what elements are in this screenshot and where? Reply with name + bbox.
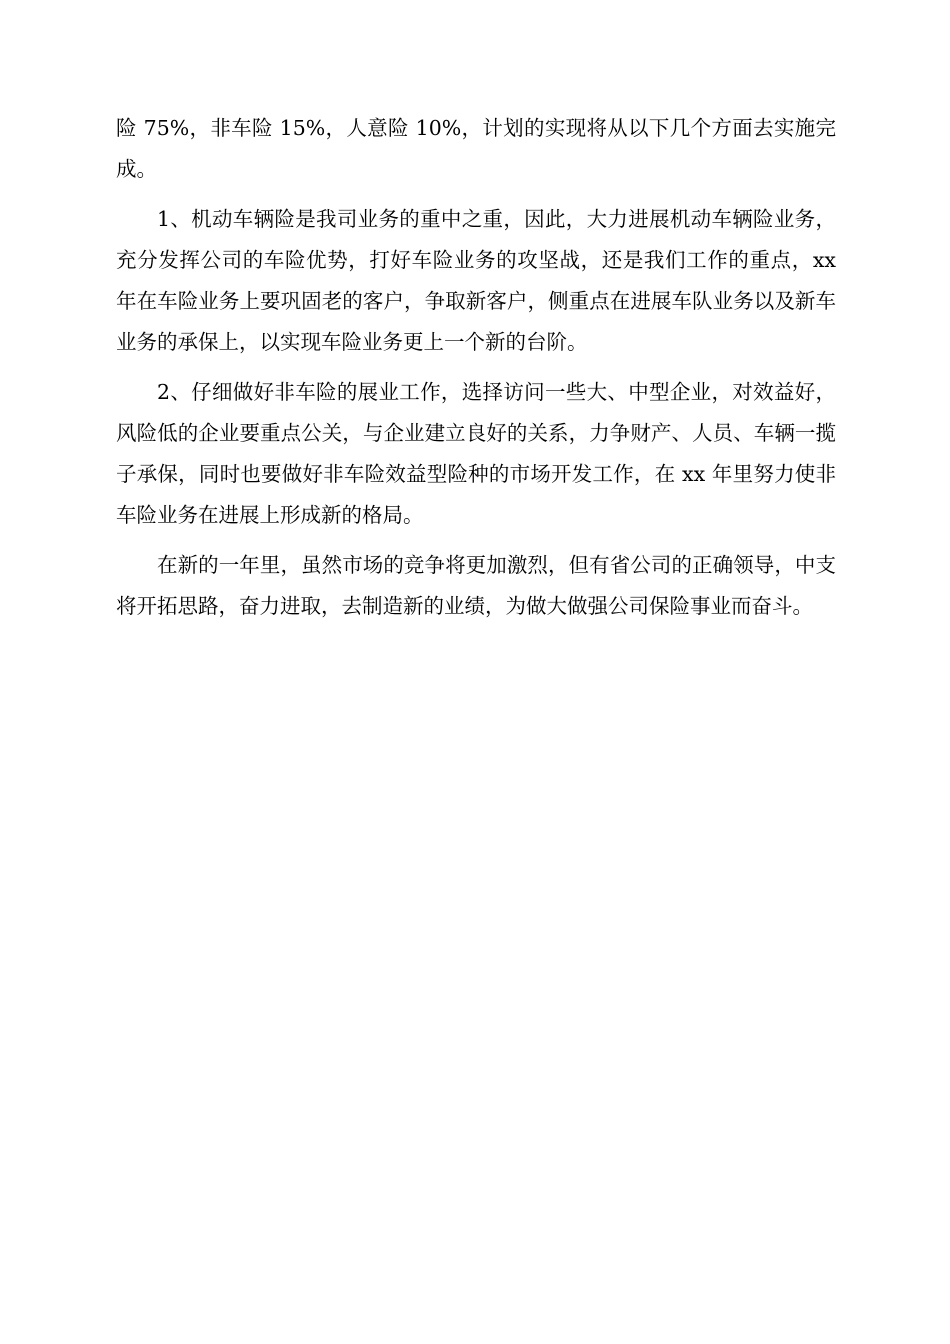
paragraph-non-motor-insurance: 2、仔细做好非车险的展业工作，选择访问一些大、中型企业，对效益好，风险低的企业要重点公关，与企业建立良好的关系，力争财产、人员、车辆一揽子承保，同时也要做好非车险效益型险种的市场开发工作，在 xx 年里努力使非车险业务在进展上形成新的格局。 bbox=[116, 380, 836, 527]
paragraph-motor-vehicle-insurance: 1、机动车辆险是我司业务的重中之重，因此，大力进展机动车辆险业务，充分发挥公司的车险优势，打好车险业务的攻坚战，还是我们工作的重点，xx 年在车险业务上要巩固老的客户，争取新客户，侧重点在进展车队业务以及新车业务的承保上，以实现车险业务更上一个新的台阶。 bbox=[116, 207, 836, 354]
document-body bbox=[116, 108, 836, 636]
paragraph-continuation: 险 75%，非车险 15%，人意险 10%，计划的实现将从以下几个方面去实施完成。 bbox=[116, 116, 836, 181]
paragraph-closing: 在新的一年里，虽然市场的竞争将更加激烈，但有省公司的正确领导，中支将开拓思路，奋力进取，去制造新的业绩，为做大做强公司保险事业而奋斗。 bbox=[116, 553, 836, 618]
